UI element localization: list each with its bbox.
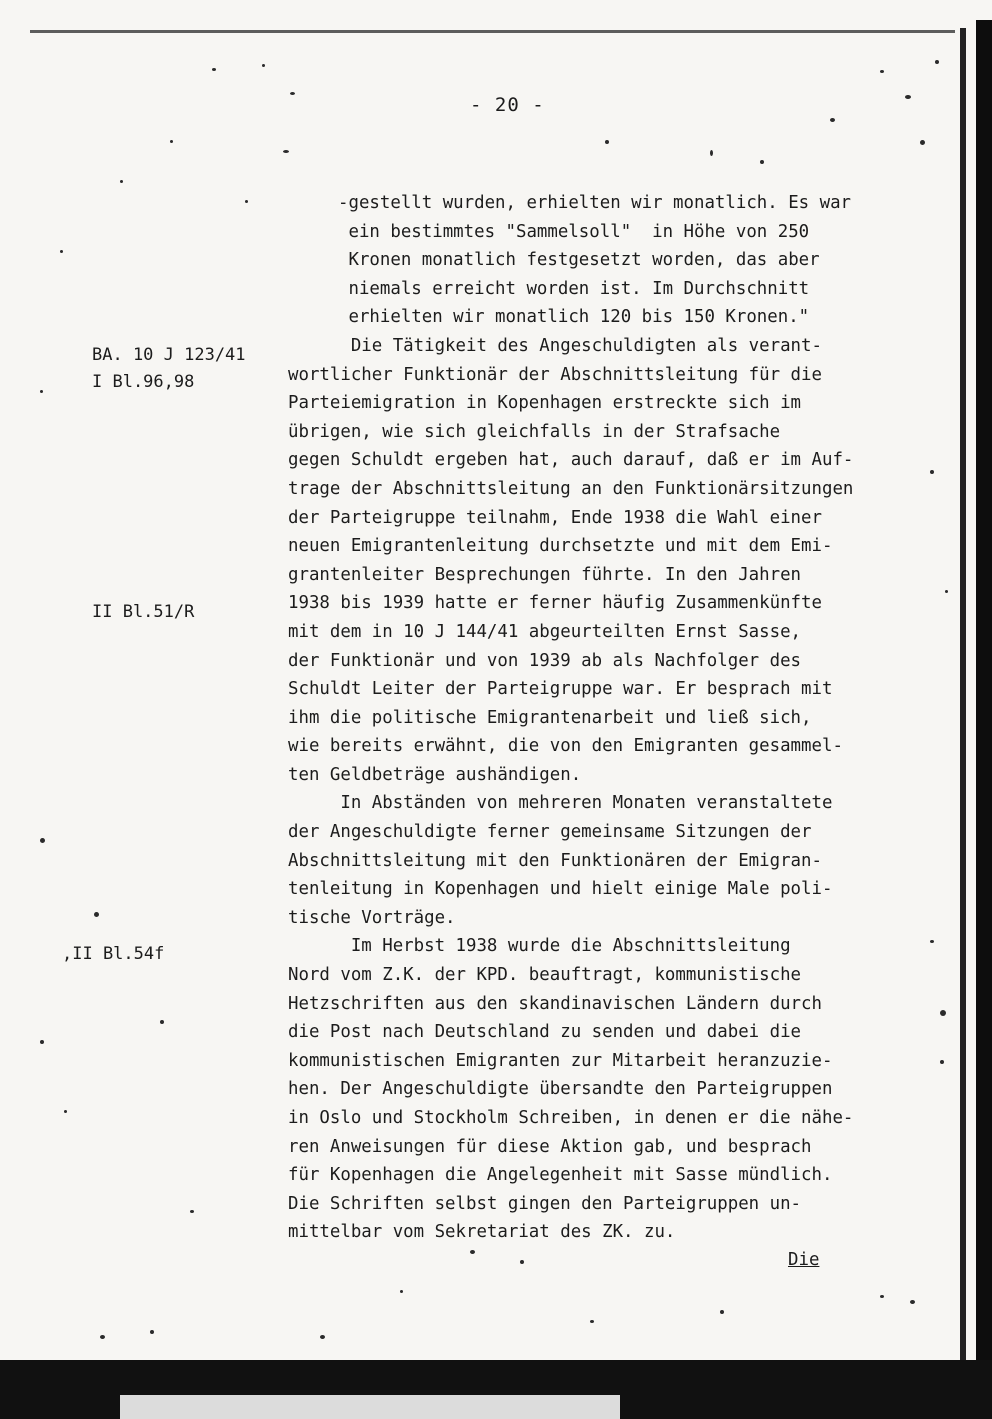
text-line: -gestellt wurden, erhielten wir monatlich. Es war bbox=[338, 193, 852, 213]
text-line: ihm die politische Emigrantenarbeit und ließ sich, bbox=[288, 707, 812, 728]
text-line: Nord vom Z.K. der KPD. beauftragt, kommunistische bbox=[288, 965, 802, 986]
text-line: ten Geldbeträge aushändigen. bbox=[288, 764, 582, 785]
text-line: der Funktionär und von 1939 ab als Nachfolger des bbox=[288, 650, 802, 671]
catchword: Die bbox=[788, 1250, 820, 1270]
text-line: Parteiemigration in Kopenhagen erstreckte sich im bbox=[288, 393, 802, 414]
text-line: Kronen monatlich festgesetzt worden, das aber bbox=[338, 250, 820, 271]
text-line: mit dem in 10 J 144/41 abgeurteilten Ernst Sasse, bbox=[288, 621, 802, 642]
text-line: Im Herbst 1938 wurde die Abschnittsleitung bbox=[288, 936, 791, 957]
text-line: gegen Schuldt ergeben hat, auch darauf, daß er im Auf- bbox=[288, 450, 854, 471]
text-line: in Oslo und Stockholm Schreiben, in denen er die nähe- bbox=[288, 1108, 854, 1128]
text-line: trage der Abschnittsleitung an den Funktionärsitzungen bbox=[288, 478, 854, 499]
margin-reference-4: ,II Bl.54f bbox=[62, 944, 165, 964]
scan-edge bbox=[960, 28, 966, 1368]
text-line: 1938 bis 1939 hatte er ferner häufig Zusammenkünfte bbox=[288, 593, 822, 614]
text-line: Hetzschriften aus den skandinavischen Ländern durch bbox=[288, 993, 822, 1014]
text-line: Die Schriften selbst gingen den Parteigruppen un- bbox=[288, 1193, 802, 1214]
text-line: übrigen, wie sich gleichfalls in der Strafsache bbox=[288, 421, 781, 442]
text-line: Die Tätigkeit des Angeschuldigten als verant- bbox=[288, 335, 822, 356]
text-line: für Kopenhagen die Angelegenheit mit Sasse mündlich. bbox=[288, 1165, 833, 1186]
text-line: niemals erreicht worden ist. Im Durchschnitt bbox=[338, 278, 810, 299]
text-line: die Post nach Deutschland zu senden und dabei die bbox=[288, 1022, 802, 1043]
text-line: tenleitung in Kopenhagen und hielt einige Male poli- bbox=[288, 879, 833, 900]
text-line: erhielten wir monatlich 120 bis 150 Kronen." bbox=[338, 307, 810, 328]
text-line: wortlicher Funktionär der Abschnittsleitung für die bbox=[288, 364, 822, 385]
text-line: wie bereits erwähnt, die von den Emigranten gesammel- bbox=[288, 736, 843, 757]
text-line: der Angeschuldigte ferner gemeinsame Sitzungen der bbox=[288, 822, 812, 843]
text-line: Schuldt Leiter der Parteigruppe war. Er besprach mit bbox=[288, 679, 833, 700]
text-line: hen. Der Angeschuldigte übersandte den Parteigruppen bbox=[288, 1079, 833, 1100]
margin-reference-3: II Bl.51/R bbox=[92, 602, 195, 622]
text-line: der Parteigruppe teilnahm, Ende 1938 die Wahl einer bbox=[288, 507, 822, 528]
text-line: neuen Emigrantenleitung durchsetzte und mit dem Emi- bbox=[288, 536, 833, 557]
text-line: ren Anweisungen für diese Aktion gab, und besprach bbox=[288, 1136, 812, 1157]
body-text bbox=[288, 189, 928, 1247]
page-number: - 20 - bbox=[470, 94, 545, 116]
text-line: tische Vorträge. bbox=[288, 907, 456, 928]
text-line: kommunistischen Emigranten zur Mitarbeit heranzuzie- bbox=[288, 1050, 833, 1071]
text-line: grantenleiter Besprechungen führte. In den Jahren bbox=[288, 564, 802, 585]
text-line: Abschnittsleitung mit den Funktionären der Emigran- bbox=[288, 850, 822, 871]
text-line: ein bestimmtes "Sammelsoll" in Höhe von 250 bbox=[338, 221, 810, 242]
top-rule bbox=[30, 30, 955, 33]
text-line: mittelbar vom Sekretariat des ZK. zu. bbox=[288, 1222, 676, 1243]
scan-border bbox=[976, 20, 992, 1380]
margin-reference-2: I Bl.96,98 bbox=[92, 372, 195, 392]
text-line: In Abständen von mehreren Monaten veranstaltete bbox=[288, 793, 833, 814]
scan-bottom-gap bbox=[120, 1395, 620, 1419]
margin-reference-1: BA. 10 J 123/41 bbox=[92, 345, 246, 365]
